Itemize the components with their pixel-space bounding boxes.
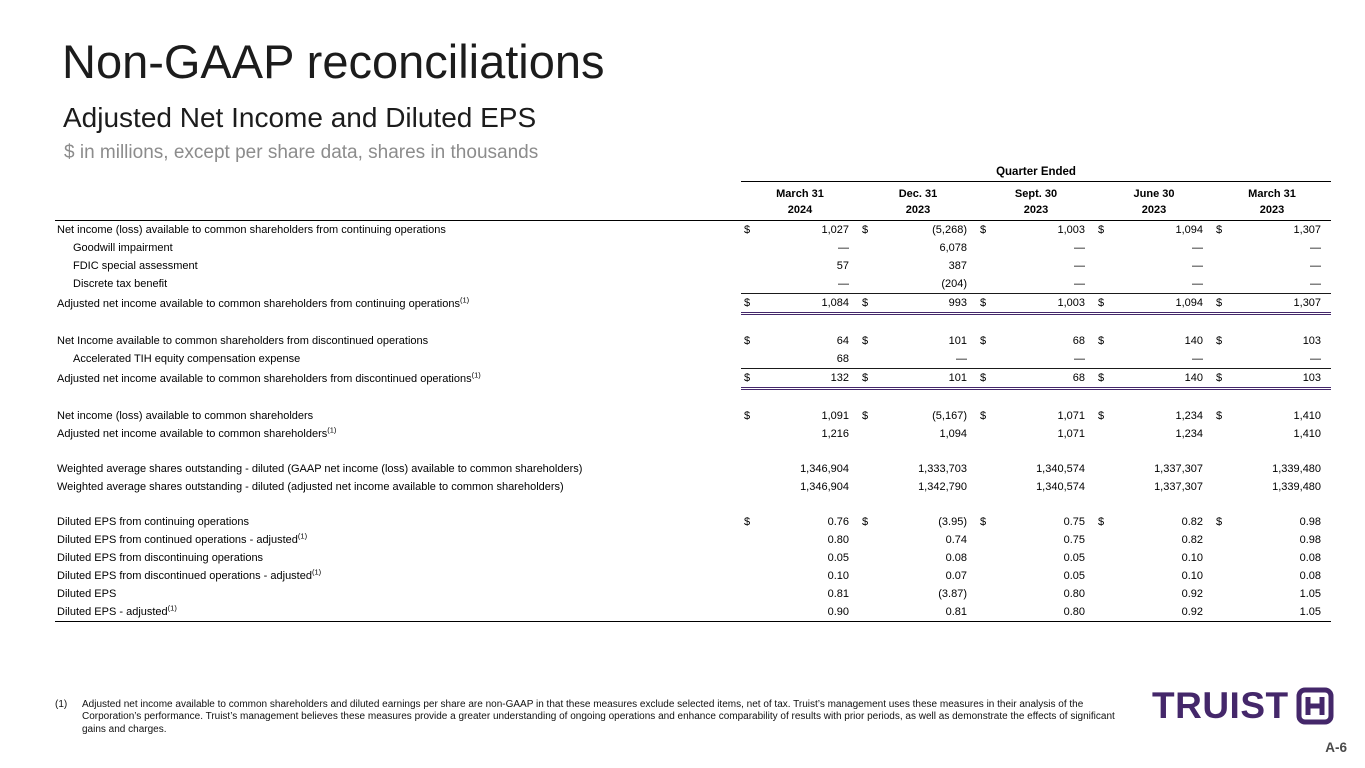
truist-logo-icon bbox=[1296, 687, 1334, 725]
cell-value: $ 132 bbox=[741, 369, 859, 389]
truist-logo bbox=[1152, 686, 1334, 726]
cell-value: 1,216 bbox=[821, 428, 849, 440]
cell-value: $ 1,094 bbox=[1095, 294, 1213, 314]
cell-value: 1,346,904 bbox=[800, 481, 849, 493]
cell-value: $ 1,003 bbox=[977, 294, 1095, 314]
cell-value: 1,340,574 bbox=[1036, 463, 1085, 475]
row-label: Weighted average shares outstanding - diluted (adjusted net income available to common shareholders) bbox=[57, 481, 564, 493]
cell-value: 1.05 bbox=[1299, 588, 1322, 600]
cell-value: 1,234 bbox=[1175, 428, 1203, 440]
cell-value: 0.10 bbox=[827, 570, 849, 582]
cell-value: 1,337,307 bbox=[1154, 463, 1203, 475]
column-header-row bbox=[55, 182, 1331, 221]
cell-value: $ 64 bbox=[744, 335, 849, 347]
cell-value: — bbox=[956, 353, 967, 365]
cell-value: 1,340,574 bbox=[1036, 481, 1085, 493]
cell-value: — bbox=[1192, 242, 1203, 254]
cell-value: — bbox=[1074, 242, 1085, 254]
table-row bbox=[55, 549, 1331, 567]
cell-value: 1,337,307 bbox=[1154, 481, 1203, 493]
cell-value: — bbox=[1192, 353, 1203, 365]
cell-value: 1,333,703 bbox=[918, 463, 967, 475]
cell-value: 1,339,480 bbox=[1272, 481, 1322, 493]
table-row bbox=[55, 460, 1331, 478]
cell-value: 0.07 bbox=[945, 570, 967, 582]
column-header: Sept. 30 2023 bbox=[977, 182, 1095, 221]
cell-value: $ 140 bbox=[1095, 369, 1213, 389]
cell-value: 0.80 bbox=[977, 603, 1095, 622]
column-header: Dec. 31 2023 bbox=[859, 182, 977, 221]
spacer-row bbox=[55, 496, 1331, 513]
cell-value: — bbox=[1192, 278, 1203, 290]
cell-value: 0.05 bbox=[1063, 570, 1085, 582]
header-spacer bbox=[55, 163, 741, 182]
cell-value: $ 103 bbox=[1216, 335, 1322, 347]
table-row bbox=[55, 350, 1331, 369]
cell-value: $ 101 bbox=[859, 369, 977, 389]
cell-value: 1,071 bbox=[1057, 428, 1085, 440]
cell-value: — bbox=[838, 242, 849, 254]
cell-value: $ (5,268) bbox=[862, 224, 967, 236]
cell-value: — bbox=[1074, 353, 1085, 365]
column-header: March 31 2023 bbox=[1213, 182, 1331, 221]
cell-value: 0.82 bbox=[1181, 534, 1203, 546]
header-spacer bbox=[55, 182, 741, 221]
footnote-marker: (1) bbox=[55, 699, 68, 710]
cell-value: $ 68 bbox=[977, 369, 1095, 389]
cell-value: $ 68 bbox=[980, 335, 1085, 347]
row-label: Diluted EPS from discontinued operations - adjusted$^{(1)}$ bbox=[57, 567, 322, 582]
cell-value: (3.87) bbox=[938, 588, 967, 600]
cell-value: — bbox=[1310, 242, 1322, 254]
cell-value: $ (5,167) bbox=[862, 410, 967, 422]
spacer-row bbox=[55, 443, 1331, 460]
row-label: Adjusted net income available to common shareholders$^{(1)}$ bbox=[57, 425, 337, 440]
cell-value: $ 0.82 bbox=[1098, 516, 1203, 528]
cell-value: 0.92 bbox=[1181, 588, 1203, 600]
row-label: Net income (loss) available to common shareholders bbox=[57, 410, 314, 422]
table-row bbox=[55, 513, 1331, 531]
cell-value: $ 1,084 bbox=[741, 294, 859, 314]
cell-value: 1,410 bbox=[1293, 428, 1322, 440]
cell-value: $ (3.95) bbox=[862, 516, 967, 528]
cell-value: 0.10 bbox=[1181, 570, 1203, 582]
units-note: $ in millions, except per share data, shares in thousands bbox=[64, 142, 539, 163]
cell-value: $ 1,094 bbox=[1098, 224, 1203, 236]
spacer-row bbox=[55, 314, 1331, 333]
cell-value: 0.05 bbox=[827, 552, 849, 564]
cell-value: — bbox=[1310, 278, 1322, 290]
cell-value: 0.75 bbox=[1063, 534, 1085, 546]
cell-value: $ 1,307 bbox=[1216, 224, 1322, 236]
table-row bbox=[55, 407, 1331, 425]
cell-value: — bbox=[1310, 353, 1322, 365]
cell-value: 1,342,790 bbox=[918, 481, 967, 493]
table-row bbox=[55, 369, 1331, 389]
cell-value: 0.92 bbox=[1095, 603, 1213, 622]
cell-value: — bbox=[1192, 260, 1203, 272]
cell-value: 387 bbox=[948, 260, 967, 272]
cell-value: $ 993 bbox=[859, 294, 977, 314]
truist-wordmark: TRUIST bbox=[1152, 685, 1289, 726]
cell-value: 0.10 bbox=[1181, 552, 1203, 564]
cell-value: 57 bbox=[836, 260, 849, 272]
cell-value: 0.05 bbox=[1063, 552, 1085, 564]
group-header-row bbox=[55, 163, 1331, 182]
column-header: March 31 2024 bbox=[741, 182, 859, 221]
cell-value: 6,078 bbox=[939, 242, 967, 254]
cell-value: 0.08 bbox=[1299, 552, 1322, 564]
cell-value: 0.08 bbox=[1299, 570, 1322, 582]
table-row bbox=[55, 585, 1331, 603]
cell-value: 1,094 bbox=[939, 428, 967, 440]
row-label: Discrete tax benefit bbox=[73, 278, 168, 291]
table-row bbox=[55, 257, 1331, 275]
cell-value: 68 bbox=[836, 353, 849, 365]
cell-value: $ 1,307 bbox=[1213, 294, 1331, 314]
table-row bbox=[55, 531, 1331, 549]
row-label: Diluted EPS bbox=[57, 588, 117, 600]
cell-value: $ 140 bbox=[1098, 335, 1203, 347]
page-subtitle: Adjusted Net Income and Diluted EPS bbox=[63, 102, 537, 133]
financial-table bbox=[55, 163, 1331, 622]
table-row bbox=[55, 603, 1331, 622]
table-row bbox=[55, 239, 1331, 257]
cell-value: 1,346,904 bbox=[800, 463, 849, 475]
cell-value: 0.80 bbox=[1063, 588, 1085, 600]
cell-value: $ 1,071 bbox=[980, 410, 1085, 422]
row-label: Diluted EPS from continued operations - adjusted$^{(1)}$ bbox=[57, 531, 308, 546]
table-row bbox=[55, 478, 1331, 496]
row-label: Weighted average shares outstanding - diluted (GAAP net income (loss) available to common shareholders) bbox=[57, 463, 583, 475]
table-row bbox=[55, 294, 1331, 314]
row-label: Diluted EPS from continuing operations bbox=[57, 516, 249, 528]
row-label: Net income (loss) available to common shareholders from continuing operations bbox=[57, 224, 446, 236]
cell-value: — bbox=[838, 278, 849, 290]
cell-value: $ 1,003 bbox=[980, 224, 1085, 236]
column-header: June 30 2023 bbox=[1095, 182, 1213, 221]
cell-value: $ 1,234 bbox=[1098, 410, 1203, 422]
page-number: A-6 bbox=[1325, 740, 1347, 755]
table-row bbox=[55, 567, 1331, 585]
cell-value: — bbox=[1310, 260, 1322, 272]
row-label: Accelerated TIH equity compensation expense bbox=[73, 353, 301, 366]
cell-value: 0.08 bbox=[945, 552, 967, 564]
row-label: FDIC special assessment bbox=[73, 260, 198, 272]
footnote bbox=[55, 699, 1137, 736]
quarter-ended-header: Quarter Ended bbox=[741, 163, 1331, 182]
cell-value: — bbox=[1074, 278, 1085, 290]
cell-value: 0.81 bbox=[859, 603, 977, 622]
cell-value: $ 101 bbox=[862, 335, 967, 347]
cell-value: 0.90 bbox=[741, 603, 859, 622]
cell-value: $ 0.76 bbox=[744, 516, 849, 528]
row-label: Goodwill impairment bbox=[73, 242, 173, 254]
row-label: Adjusted net income available to common shareholders from discontinued operations$^{(1)}$ bbox=[57, 369, 481, 385]
cell-value: $ 0.75 bbox=[980, 516, 1085, 528]
cell-value: $ 0.98 bbox=[1216, 516, 1322, 528]
cell-value: 0.74 bbox=[945, 534, 967, 546]
table-row bbox=[55, 221, 1331, 240]
cell-value: $ 1,091 bbox=[744, 410, 849, 422]
row-label: Diluted EPS from discontinuing operations bbox=[57, 552, 264, 564]
page-title: Non-GAAP reconciliations bbox=[62, 35, 605, 88]
cell-value: 0.98 bbox=[1299, 534, 1322, 546]
table-row bbox=[55, 332, 1331, 350]
table-row bbox=[55, 425, 1331, 443]
row-label: Net Income available to common shareholders from discontinued operations bbox=[57, 335, 429, 347]
cell-value: — bbox=[1074, 260, 1085, 272]
cell-value: $ 1,027 bbox=[744, 224, 849, 236]
table-row bbox=[55, 275, 1331, 294]
footnote-text: Adjusted net income available to common shareholders and diluted earnings per share are non-GAAP in that these measures exclude selected items, net of tax. Truist’s management uses these measures in their analysis of the Corporation’s performance. Truist’s management believes these measures provide a greater understanding of ongoing operations and enhance comparability of results with prior periods, as well as demonstrate the effects of significant gains and charges. bbox=[82, 699, 1115, 735]
cell-value: 0.80 bbox=[827, 534, 849, 546]
cell-value: 1.05 bbox=[1213, 603, 1331, 622]
spacer-row bbox=[55, 389, 1331, 408]
cell-value: $ 1,410 bbox=[1216, 410, 1322, 422]
cell-value: $ 103 bbox=[1213, 369, 1331, 389]
cell-value: 1,339,480 bbox=[1272, 463, 1322, 475]
cell-value: (204) bbox=[941, 278, 967, 290]
row-label: Adjusted net income available to common shareholders from continuing operations$^{(1)}$ bbox=[57, 294, 470, 310]
cell-value: 0.81 bbox=[827, 588, 849, 600]
row-label: Diluted EPS - adjusted$^{(1)}$ bbox=[55, 603, 741, 622]
